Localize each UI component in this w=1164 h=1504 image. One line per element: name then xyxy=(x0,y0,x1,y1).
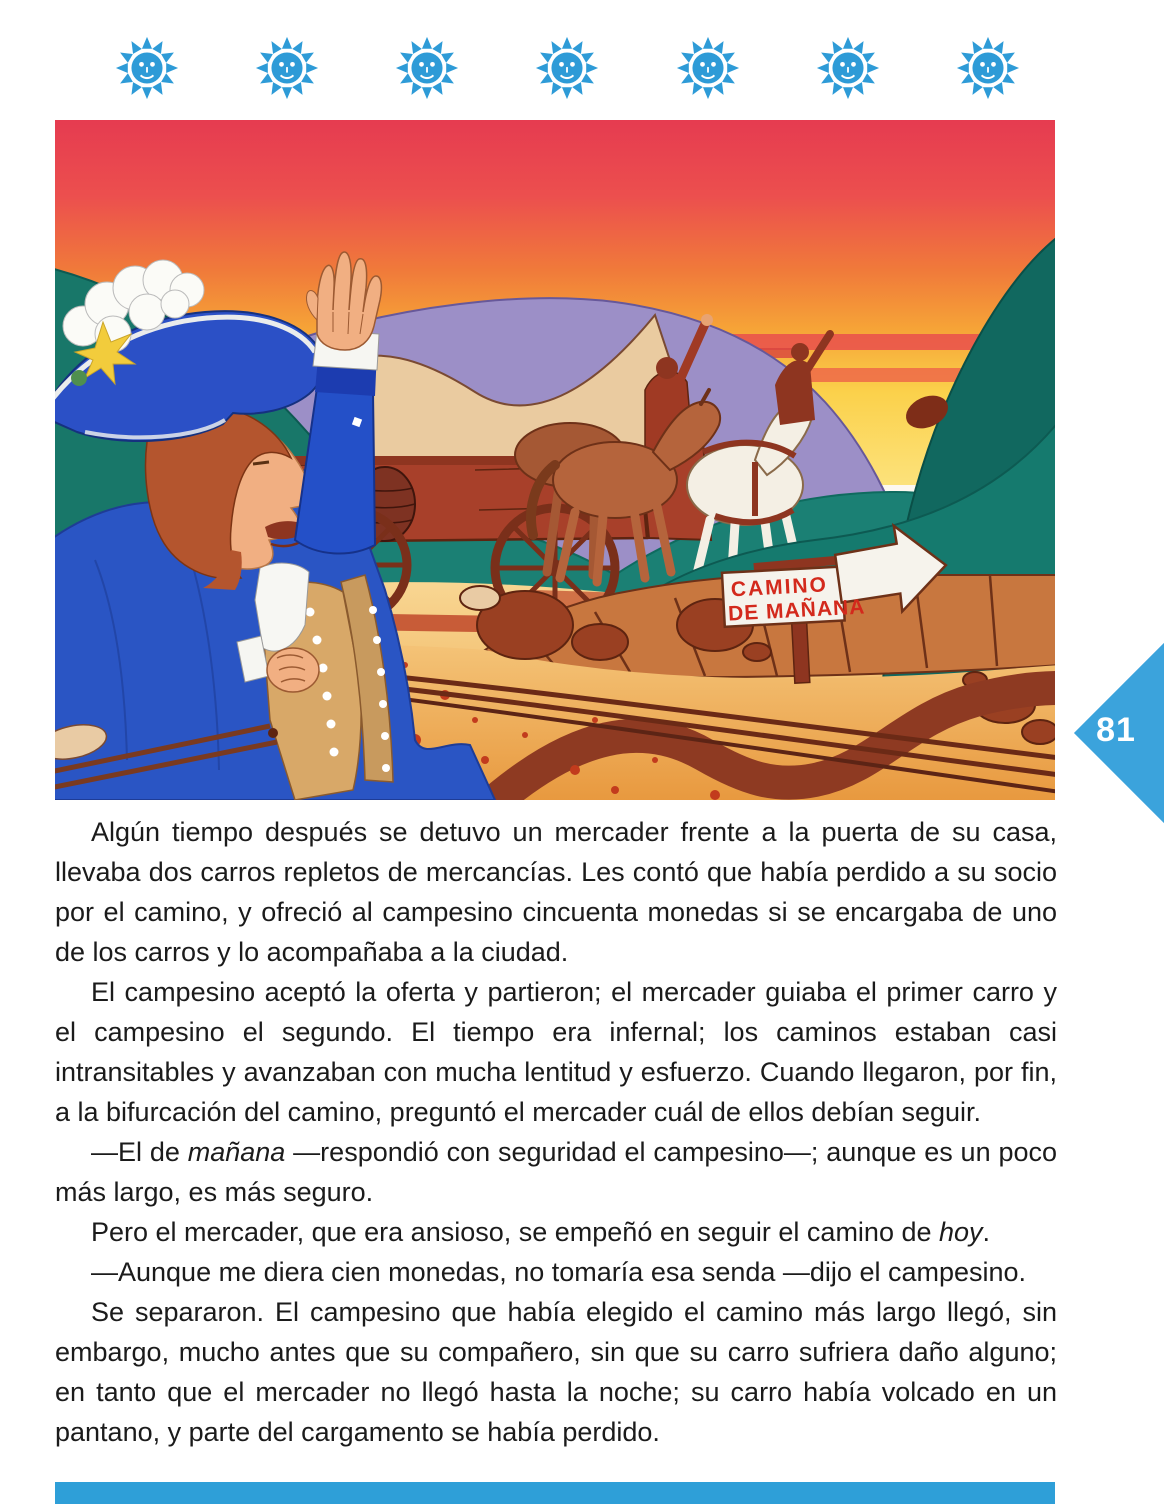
story-paragraph: —El de mañana —respondió con seguridad el campesino—; aunque es un poco más largo, es más seguro. xyxy=(55,1137,1057,1207)
moon-icon xyxy=(472,30,522,106)
sun-icon xyxy=(115,36,179,100)
decorative-border xyxy=(52,26,1020,110)
sun-icon xyxy=(676,36,740,100)
story-text xyxy=(55,812,1057,1452)
story-paragraph: Se separaron. El campesino que había elegido el camino más largo llegó, sin embargo, mucho antes que su compañero, sin que su carro sufriera daño alguno; en tanto que el mercader no llegó hasta la noche; su carro había volcado en un pantano, y parte del cargamento se había perdido. xyxy=(55,1297,1057,1447)
story-paragraph: Algún tiempo después se detuvo un mercader frente a la puerta de su casa, llevaba dos carros repletos de mercancías. Les contó que había perdido a su socio por el camino, y ofreció al campesino cincuenta monedas si se encargaba de uno de los carros y lo acompañaba a la ciudad. xyxy=(55,817,1057,967)
sun-icon xyxy=(395,36,459,100)
moon-icon xyxy=(753,30,803,106)
sun-icon xyxy=(535,36,599,100)
moon-icon xyxy=(893,30,943,106)
sun-icon xyxy=(956,36,1020,100)
sun-icon xyxy=(255,36,319,100)
page-number: 81 xyxy=(1096,711,1136,749)
story-illustration xyxy=(55,120,1055,800)
story-paragraph: Pero el mercader, que era ansioso, se empeñó en seguir el camino de hoy. xyxy=(91,1217,991,1247)
moon-icon xyxy=(332,30,382,106)
sign-text-line1: CAMINO xyxy=(730,573,829,602)
moon-icon xyxy=(192,30,242,106)
story-paragraph: El campesino aceptó la oferta y partieron; el mercader guiaba el primer carro y el campesino el segundo. El tiempo era infernal; los caminos estaban casi intransitables y avanzaban con mucha lentitud y esfuerzo. Cuando llegaron, por fin, a la bifurcación del camino, preguntó el mercader cuál de ellos debían seguir. xyxy=(55,977,1057,1127)
moon-icon xyxy=(613,30,663,106)
story-paragraph: —Aunque me diera cien monedas, no tomaría esa senda —dijo el campesino. xyxy=(91,1257,1027,1287)
sun-icon xyxy=(816,36,880,100)
moon-icon xyxy=(52,30,102,106)
bottom-bar xyxy=(55,1482,1055,1504)
sign-text-line2: DE MAÑANA xyxy=(727,595,866,626)
